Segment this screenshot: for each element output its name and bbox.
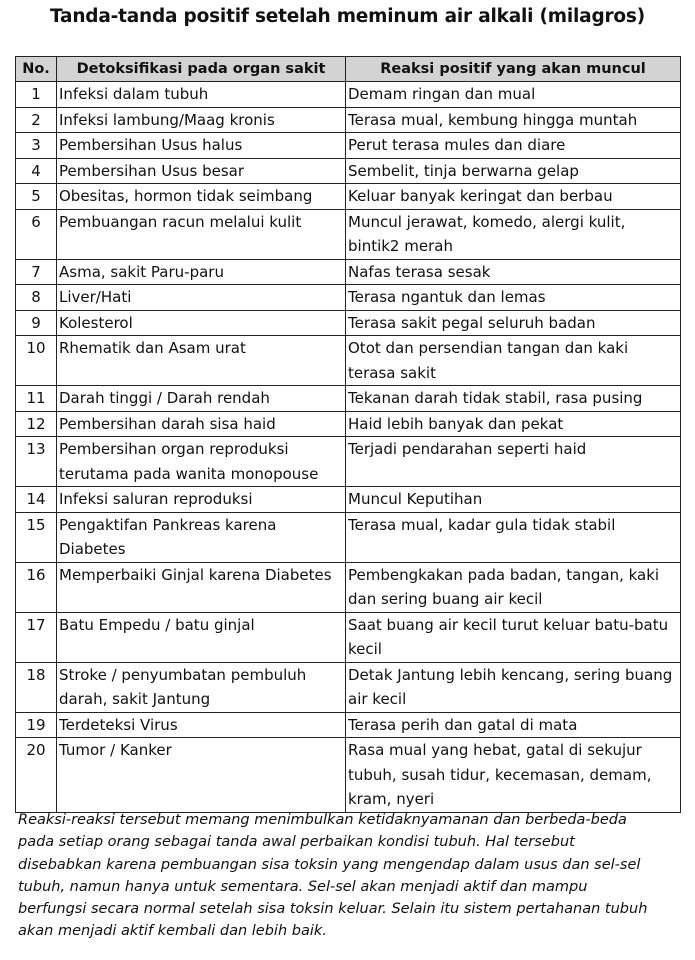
table-row	[16, 386, 681, 412]
table-row	[16, 184, 681, 210]
row-number: 6	[16, 209, 57, 259]
detox-reactions-table	[15, 56, 681, 813]
row-organ: Darah tinggi / Darah rendah	[57, 386, 346, 412]
row-reaction: Detak Jantung lebih kencang, sering buang air kecil	[346, 662, 681, 712]
row-reaction: Muncul Keputihan	[346, 487, 681, 513]
header-organ: Detoksifikasi pada organ sakit	[57, 57, 346, 82]
row-reaction: Otot dan persendian tangan dan kaki terasa sakit	[346, 336, 681, 386]
row-organ: Pembersihan organ reproduksi terutama pada wanita monopouse	[57, 437, 346, 487]
row-number: 20	[16, 738, 57, 813]
row-reaction: Terasa ngantuk dan lemas	[346, 285, 681, 311]
row-reaction: Haid lebih banyak dan pekat	[346, 411, 681, 437]
table-row	[16, 310, 681, 336]
row-organ: Pembuangan racun melalui kulit	[57, 209, 346, 259]
row-reaction: Saat buang air kecil turut keluar batu-batu kecil	[346, 612, 681, 662]
row-number: 2	[16, 107, 57, 133]
row-number: 9	[16, 310, 57, 336]
table-row	[16, 259, 681, 285]
footer-line: disebabkan karena pembuangan sisa toksin yang mengendap dalam usus dan sel-sel	[18, 856, 641, 873]
row-number: 17	[16, 612, 57, 662]
page-title: Tanda-tanda positif setelah meminum air alkali (milagros)	[50, 6, 645, 27]
row-number: 7	[16, 259, 57, 285]
row-organ: Obesitas, hormon tidak seimbang	[57, 184, 346, 210]
footer-line: pada setiap orang sebagai tanda awal perbaikan kondisi tubuh. Hal tersebut	[18, 834, 575, 851]
footer-note	[18, 809, 678, 943]
table-header-row	[16, 57, 681, 82]
row-reaction: Keluar banyak keringat dan berbau	[346, 184, 681, 210]
row-reaction: Terasa mual, kadar gula tidak stabil	[346, 512, 681, 562]
row-reaction: Demam ringan dan mual	[346, 82, 681, 108]
header-no: No.	[16, 57, 57, 82]
row-reaction: Perut terasa mules dan diare	[346, 133, 681, 159]
table-row	[16, 437, 681, 487]
row-reaction: Terasa mual, kembung hingga muntah	[346, 107, 681, 133]
row-organ: Asma, sakit Paru-paru	[57, 259, 346, 285]
row-organ: Liver/Hati	[57, 285, 346, 311]
table-row	[16, 712, 681, 738]
row-number: 8	[16, 285, 57, 311]
table-row	[16, 336, 681, 386]
footer-line: tubuh, namun hanya untuk sementara. Sel-sel akan menjadi aktif dan mampu	[18, 878, 588, 895]
row-organ: Terdeteksi Virus	[57, 712, 346, 738]
row-organ: Pengaktifan Pankreas karena Diabetes	[57, 512, 346, 562]
row-number: 11	[16, 386, 57, 412]
table-row	[16, 487, 681, 513]
row-organ: Pembersihan darah sisa haid	[57, 411, 346, 437]
row-organ: Memperbaiki Ginjal karena Diabetes	[57, 562, 346, 612]
row-number: 16	[16, 562, 57, 612]
row-organ: Infeksi lambung/Maag kronis	[57, 107, 346, 133]
table-row	[16, 562, 681, 612]
table-row	[16, 158, 681, 184]
row-reaction: Tekanan darah tidak stabil, rasa pusing	[346, 386, 681, 412]
row-organ: Tumor / Kanker	[57, 738, 346, 813]
footer-line: akan menjadi aktif kembali dan lebih baik.	[18, 923, 327, 940]
row-number: 12	[16, 411, 57, 437]
row-number: 1	[16, 82, 57, 108]
table-row	[16, 285, 681, 311]
table-row	[16, 662, 681, 712]
table-row	[16, 738, 681, 813]
table-row	[16, 209, 681, 259]
row-organ: Stroke / penyumbatan pembuluh darah, sakit Jantung	[57, 662, 346, 712]
row-organ: Kolesterol	[57, 310, 346, 336]
row-number: 13	[16, 437, 57, 487]
table-row	[16, 411, 681, 437]
row-number: 5	[16, 184, 57, 210]
row-number: 18	[16, 662, 57, 712]
row-reaction: Pembengkakan pada badan, tangan, kaki dan sering buang air kecil	[346, 562, 681, 612]
row-number: 14	[16, 487, 57, 513]
footer-line: berfungsi secara normal setelah sisa toksin keluar. Selain itu sistem pertahanan tubuh	[18, 901, 648, 918]
row-reaction: Nafas terasa sesak	[346, 259, 681, 285]
row-number: 10	[16, 336, 57, 386]
row-organ: Infeksi saluran reproduksi	[57, 487, 346, 513]
table-row	[16, 612, 681, 662]
row-reaction: Terjadi pendarahan seperti haid	[346, 437, 681, 487]
footer-line: Reaksi-reaksi tersebut memang menimbulkan ketidaknyamanan dan berbeda-beda	[18, 812, 627, 828]
row-number: 15	[16, 512, 57, 562]
row-organ: Batu Empedu / batu ginjal	[57, 612, 346, 662]
row-organ: Infeksi dalam tubuh	[57, 82, 346, 108]
row-number: 4	[16, 158, 57, 184]
table-row	[16, 512, 681, 562]
row-reaction: Muncul jerawat, komedo, alergi kulit, bintik2 merah	[346, 209, 681, 259]
row-organ: Rhematik dan Asam urat	[57, 336, 346, 386]
row-number: 3	[16, 133, 57, 159]
row-reaction: Rasa mual yang hebat, gatal di sekujur tubuh, susah tidur, kecemasan, demam, kram, nyeri	[346, 738, 681, 813]
row-number: 19	[16, 712, 57, 738]
row-reaction: Sembelit, tinja berwarna gelap	[346, 158, 681, 184]
table-row	[16, 107, 681, 133]
table-row	[16, 82, 681, 108]
row-reaction: Terasa sakit pegal seluruh badan	[346, 310, 681, 336]
row-organ: Pembersihan Usus besar	[57, 158, 346, 184]
table-row	[16, 133, 681, 159]
header-reaction: Reaksi positif yang akan muncul	[346, 57, 681, 82]
row-organ: Pembersihan Usus halus	[57, 133, 346, 159]
row-reaction: Terasa perih dan gatal di mata	[346, 712, 681, 738]
